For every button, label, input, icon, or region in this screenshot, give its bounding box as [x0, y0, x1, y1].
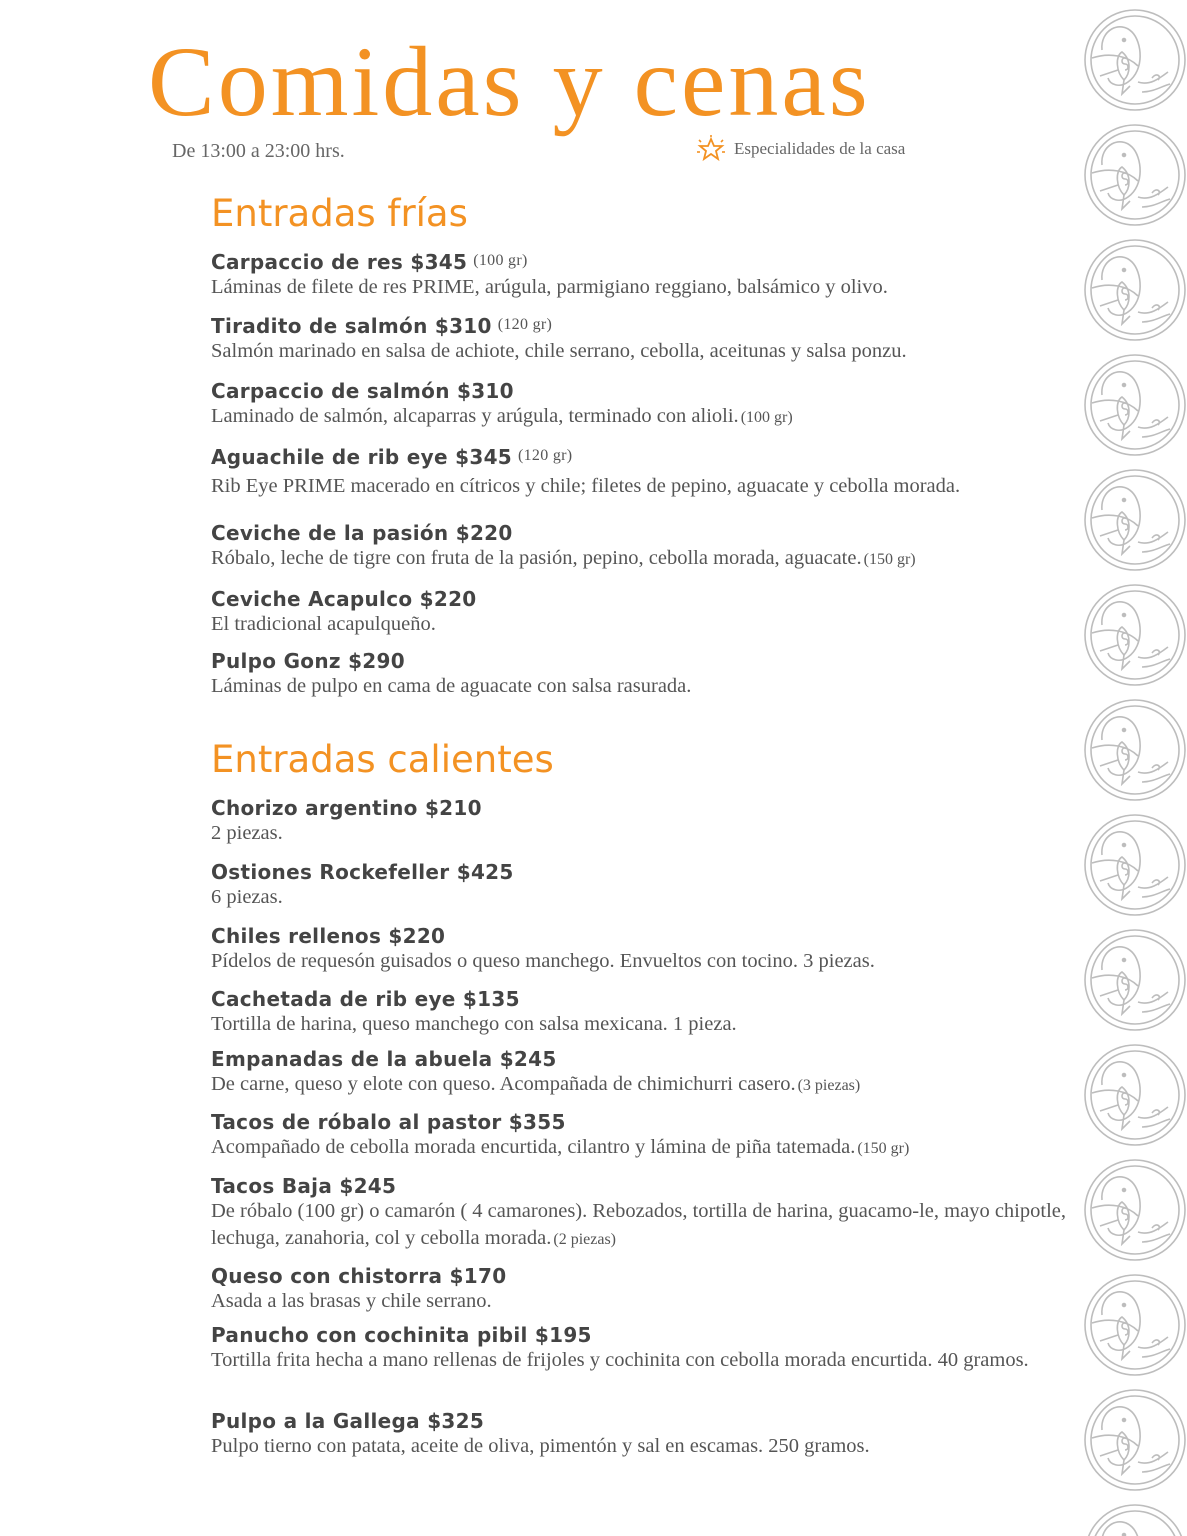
menu-item [211, 445, 1071, 500]
menu-item [211, 649, 1071, 700]
item-name-price: Queso con chistorra $170 [211, 1264, 507, 1288]
item-portion: (2 piezas) [553, 1231, 617, 1248]
item-name [211, 1110, 1071, 1134]
item-name [211, 521, 1071, 545]
item-description [211, 1198, 1071, 1253]
bird-medallion-border [1080, 0, 1187, 1536]
item-name-price: Aguachile de rib eye $345 [211, 445, 512, 469]
bird-medallion-icon [1085, 1275, 1185, 1375]
item-description-text: Pídelos de requesón guisados o queso manchego. Envueltos con tocino. 3 piezas. [211, 950, 875, 972]
star-burst-icon [696, 135, 726, 163]
item-description-text: Salmón marinado en salsa de achiote, chile serrano, cebolla, aceitunas y salsa ponzu. [211, 340, 907, 362]
menu-item [211, 250, 1071, 301]
item-description [211, 473, 1071, 500]
item-name-price: Tiradito de salmón $310 [211, 314, 492, 338]
menu-item [211, 1409, 1071, 1460]
item-description-text: De carne, queso y elote con queso. Acompañada de chimichurri casero. [211, 1073, 796, 1095]
item-name [211, 649, 1071, 673]
item-name-price: Tacos Baja $245 [211, 1174, 397, 1198]
menu-item [211, 521, 1071, 573]
bird-medallion-icon [1085, 240, 1185, 340]
item-name [211, 987, 1071, 1011]
bird-medallion-icon [1085, 1045, 1185, 1145]
page-title: Comidas y cenas [148, 26, 871, 137]
menu-item [211, 1264, 1071, 1315]
item-portion: (150 gr) [857, 1140, 910, 1157]
item-name-price: Carpaccio de res $345 [211, 250, 468, 274]
bird-medallion-icon [1085, 1390, 1185, 1490]
item-description-text: Rib Eye PRIME macerado en cítricos y chile; filetes de pepino, aguacate y cebolla morada. [211, 475, 961, 497]
menu-item [211, 796, 1071, 847]
item-name-price: Chiles rellenos $220 [211, 924, 446, 948]
item-description [211, 820, 1071, 847]
item-name [211, 1047, 1071, 1071]
bird-medallion-icon [1085, 1160, 1185, 1260]
item-portion: (100 gr) [473, 252, 528, 269]
section-heading: Entradas frías [211, 192, 468, 235]
item-name [211, 314, 1071, 338]
bird-medallion-icon [1085, 700, 1185, 800]
menu-item [211, 314, 1071, 365]
menu-item [211, 987, 1071, 1038]
item-name [211, 379, 1071, 403]
menu-item [211, 379, 1071, 431]
item-name [211, 1264, 1071, 1288]
service-hours: De 13:00 a 23:00 hrs. [172, 140, 345, 162]
item-name [211, 924, 1071, 948]
item-description-text: Pulpo tierno con patata, aceite de oliva, pimentón y sal en escamas. 250 gramos. [211, 1435, 870, 1457]
bird-medallion-icon [1085, 10, 1185, 110]
item-description [211, 1134, 1071, 1162]
item-description-text: Tortilla de harina, queso manchego con salsa mexicana. 1 pieza. [211, 1013, 737, 1035]
item-name-price: Ostiones Rockefeller $425 [211, 860, 514, 884]
item-name-price: Ceviche de la pasión $220 [211, 521, 513, 545]
item-name [211, 860, 1071, 884]
item-name [211, 1323, 1071, 1347]
item-name-price: Panucho con cochinita pibil $195 [211, 1323, 592, 1347]
item-description [211, 1433, 1071, 1460]
section-heading: Entradas calientes [211, 738, 554, 781]
menu-item [211, 1110, 1071, 1162]
item-description [211, 1288, 1071, 1315]
item-name [211, 796, 1071, 820]
item-description [211, 884, 1071, 911]
item-description [211, 1071, 1071, 1099]
bird-medallion-icon [1085, 930, 1185, 1030]
item-description-text: 2 piezas. [211, 822, 283, 844]
menu-item [211, 1174, 1071, 1253]
menu-item [211, 587, 1071, 638]
item-description-text: Acompañado de cebolla morada encurtida, cilantro y lámina de piña tatemada. [211, 1136, 856, 1158]
menu-item [211, 860, 1071, 911]
bird-medallion-icon [1085, 815, 1185, 915]
item-name [211, 587, 1071, 611]
item-description-text: Láminas de pulpo en cama de aguacate con salsa rasurada. [211, 675, 692, 697]
item-description-text: 6 piezas. [211, 886, 283, 908]
item-name-price: Tacos de róbalo al pastor $355 [211, 1110, 566, 1134]
item-portion: (150 gr) [863, 551, 916, 568]
bird-medallion-icon [1085, 125, 1185, 225]
item-name-price: Carpaccio de salmón $310 [211, 379, 514, 403]
item-description-text: Láminas de filete de res PRIME, arúgula, parmigiano reggiano, balsámico y olivo. [211, 276, 888, 298]
bird-medallion-icon [1085, 355, 1185, 455]
item-description [211, 338, 1071, 365]
bird-medallion-icon [1085, 585, 1185, 685]
item-description [211, 1011, 1071, 1038]
item-description [211, 948, 1071, 975]
item-portion: (120 gr) [518, 447, 573, 464]
item-description-text: El tradicional acapulqueño. [211, 613, 436, 635]
item-name [211, 445, 1071, 469]
menu-item [211, 1047, 1071, 1099]
item-description-text: Tortilla frita hecha a mano rellenas de frijoles y cochinita con cebolla morada encurtida. 40 gramos. [211, 1349, 1029, 1371]
item-description [211, 1347, 1071, 1374]
item-portion: (100 gr) [740, 409, 793, 426]
menu-item [211, 924, 1071, 975]
item-name [211, 250, 1071, 274]
item-description-text: Róbalo, leche de tigre con fruta de la pasión, pepino, cebolla morada, aguacate. [211, 547, 862, 569]
item-description-text: Asada a las brasas y chile serrano. [211, 1290, 492, 1312]
item-name [211, 1174, 1071, 1198]
item-portion: (120 gr) [497, 316, 553, 333]
bird-medallion-icon [1085, 470, 1185, 570]
item-description [211, 403, 1071, 431]
item-name-price: Empanadas de la abuela $245 [211, 1047, 557, 1071]
bird-medallion-icon [1085, 1505, 1185, 1536]
item-description [211, 545, 1071, 573]
menu-item [211, 1323, 1071, 1374]
item-description [211, 274, 1071, 301]
item-description-text: De róbalo (100 gr) o camarón ( 4 camarones). Rebozados, tortilla de harina, guacamo-le, mayo chipotle, lechuga, zanahoria, col y cebolla morada. [211, 1200, 1066, 1249]
specialties-legend [696, 135, 905, 163]
item-portion: (3 piezas) [797, 1077, 861, 1094]
item-name-price: Ceviche Acapulco $220 [211, 587, 477, 611]
item-description [211, 611, 1071, 638]
legend-label: Especialidades de la casa [734, 139, 906, 158]
item-description-text: Laminado de salmón, alcaparras y arúgula, terminado con alioli. [211, 405, 739, 427]
item-name [211, 1409, 1071, 1433]
item-name-price: Chorizo argentino $210 [211, 796, 482, 820]
item-name-price: Cachetada de rib eye $135 [211, 987, 520, 1011]
item-name-price: Pulpo Gonz $290 [211, 649, 405, 673]
item-description [211, 673, 1071, 700]
item-name-price: Pulpo a la Gallega $325 [211, 1409, 485, 1433]
